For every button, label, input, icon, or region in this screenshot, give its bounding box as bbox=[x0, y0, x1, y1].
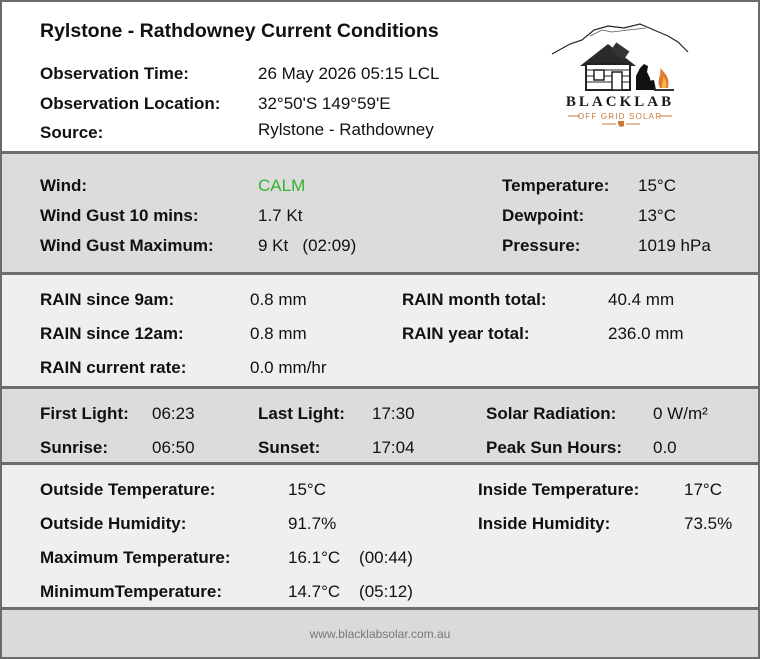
website-link[interactable]: www.blacklabsolar.com.au bbox=[309, 627, 451, 641]
observation-time-value: 26 May 2026 05:15 LCL bbox=[258, 64, 440, 83]
rain-year-total-label: RAIN year total: bbox=[402, 324, 530, 343]
observation-location-label: Observation Location: bbox=[40, 94, 221, 113]
wind-gust-max-label: Wind Gust Maximum: bbox=[40, 236, 214, 255]
sunset-label: Sunset: bbox=[258, 438, 321, 457]
sunrise-label: Sunrise: bbox=[40, 438, 109, 457]
inside-humidity-value: 73.5% bbox=[684, 514, 733, 533]
pressure-label: Pressure: bbox=[502, 236, 581, 255]
rain-since-12am-label: RAIN since 12am: bbox=[40, 324, 184, 343]
outside-temperature-label: Outside Temperature: bbox=[40, 480, 216, 499]
sunset-value: 17:04 bbox=[372, 438, 415, 457]
header-section bbox=[2, 2, 758, 151]
solar-radiation-label: Solar Radiation: bbox=[486, 404, 617, 423]
rain-year-total-value: 236.0 mm bbox=[608, 324, 684, 343]
dewpoint-value: 13°C bbox=[638, 206, 676, 225]
maximum-temperature-value: 16.1°C (00:44) bbox=[288, 548, 413, 567]
observation-location-value: 32°50'S 149°59'E bbox=[258, 94, 391, 113]
solar-radiation-value: 0 W/m² bbox=[653, 404, 708, 423]
temperature-label: Temperature: bbox=[502, 176, 610, 195]
peak-sun-hours-label: Peak Sun Hours: bbox=[486, 438, 623, 457]
rain-month-total-value: 40.4 mm bbox=[608, 290, 675, 309]
page-title: Rylstone - Rathdowney Current Conditions bbox=[40, 20, 439, 42]
rain-current-rate-label: RAIN current rate: bbox=[40, 358, 187, 377]
footer bbox=[2, 610, 758, 657]
cabin-dog-fire-logo-icon bbox=[550, 20, 690, 130]
wind-label: Wind: bbox=[40, 176, 88, 195]
sunrise-value: 06:50 bbox=[152, 438, 195, 457]
wind-gust-10-label: Wind Gust 10 mins: bbox=[40, 206, 199, 225]
dewpoint-label: Dewpoint: bbox=[502, 206, 585, 225]
maximum-temperature-label: Maximum Temperature: bbox=[40, 548, 231, 567]
first-light-label: First Light: bbox=[40, 404, 129, 423]
rain-month-total-label: RAIN month total: bbox=[402, 290, 547, 309]
sun-section bbox=[2, 389, 758, 462]
last-light-value: 17:30 bbox=[372, 404, 415, 423]
outside-temperature-value: 15°C bbox=[288, 480, 326, 499]
temperature-humidity-section bbox=[2, 465, 758, 607]
rain-section bbox=[2, 275, 758, 386]
inside-humidity-label: Inside Humidity: bbox=[478, 514, 611, 533]
inside-temperature-label: Inside Temperature: bbox=[478, 480, 640, 499]
rain-since-12am-value: 0.8 mm bbox=[250, 324, 307, 343]
svg-text:OFF GRID SOLAR: OFF GRID SOLAR bbox=[577, 112, 663, 121]
blacklab-logo bbox=[550, 20, 690, 130]
last-light-label: Last Light: bbox=[258, 404, 345, 423]
outside-humidity-label: Outside Humidity: bbox=[40, 514, 187, 533]
svg-text:BLACKLAB: BLACKLAB bbox=[565, 94, 675, 110]
wind-section bbox=[2, 154, 758, 272]
outside-humidity-value: 91.7% bbox=[288, 514, 337, 533]
minimum-temperature-label: MinimumTemperature: bbox=[40, 582, 222, 601]
inside-temperature-value: 17°C bbox=[684, 480, 722, 499]
wind-gust-10-value: 1.7 Kt bbox=[258, 206, 303, 225]
pressure-value: 1019 hPa bbox=[638, 236, 711, 255]
minimum-temperature-value: 14.7°C (05:12) bbox=[288, 582, 413, 601]
source-value: Rylstone - Rathdowney bbox=[258, 120, 434, 139]
first-light-value: 06:23 bbox=[152, 404, 195, 423]
wind-gust-max-value: 9 Kt (02:09) bbox=[258, 236, 357, 255]
wind-value: CALM bbox=[258, 176, 306, 195]
rain-since-9am-label: RAIN since 9am: bbox=[40, 290, 175, 309]
rain-since-9am-value: 0.8 mm bbox=[250, 290, 307, 309]
observation-time-label: Observation Time: bbox=[40, 64, 189, 83]
peak-sun-hours-value: 0.0 bbox=[653, 438, 677, 457]
rain-current-rate-value: 0.0 mm/hr bbox=[250, 358, 327, 377]
temperature-value: 15°C bbox=[638, 176, 676, 195]
source-label: Source: bbox=[40, 123, 104, 142]
